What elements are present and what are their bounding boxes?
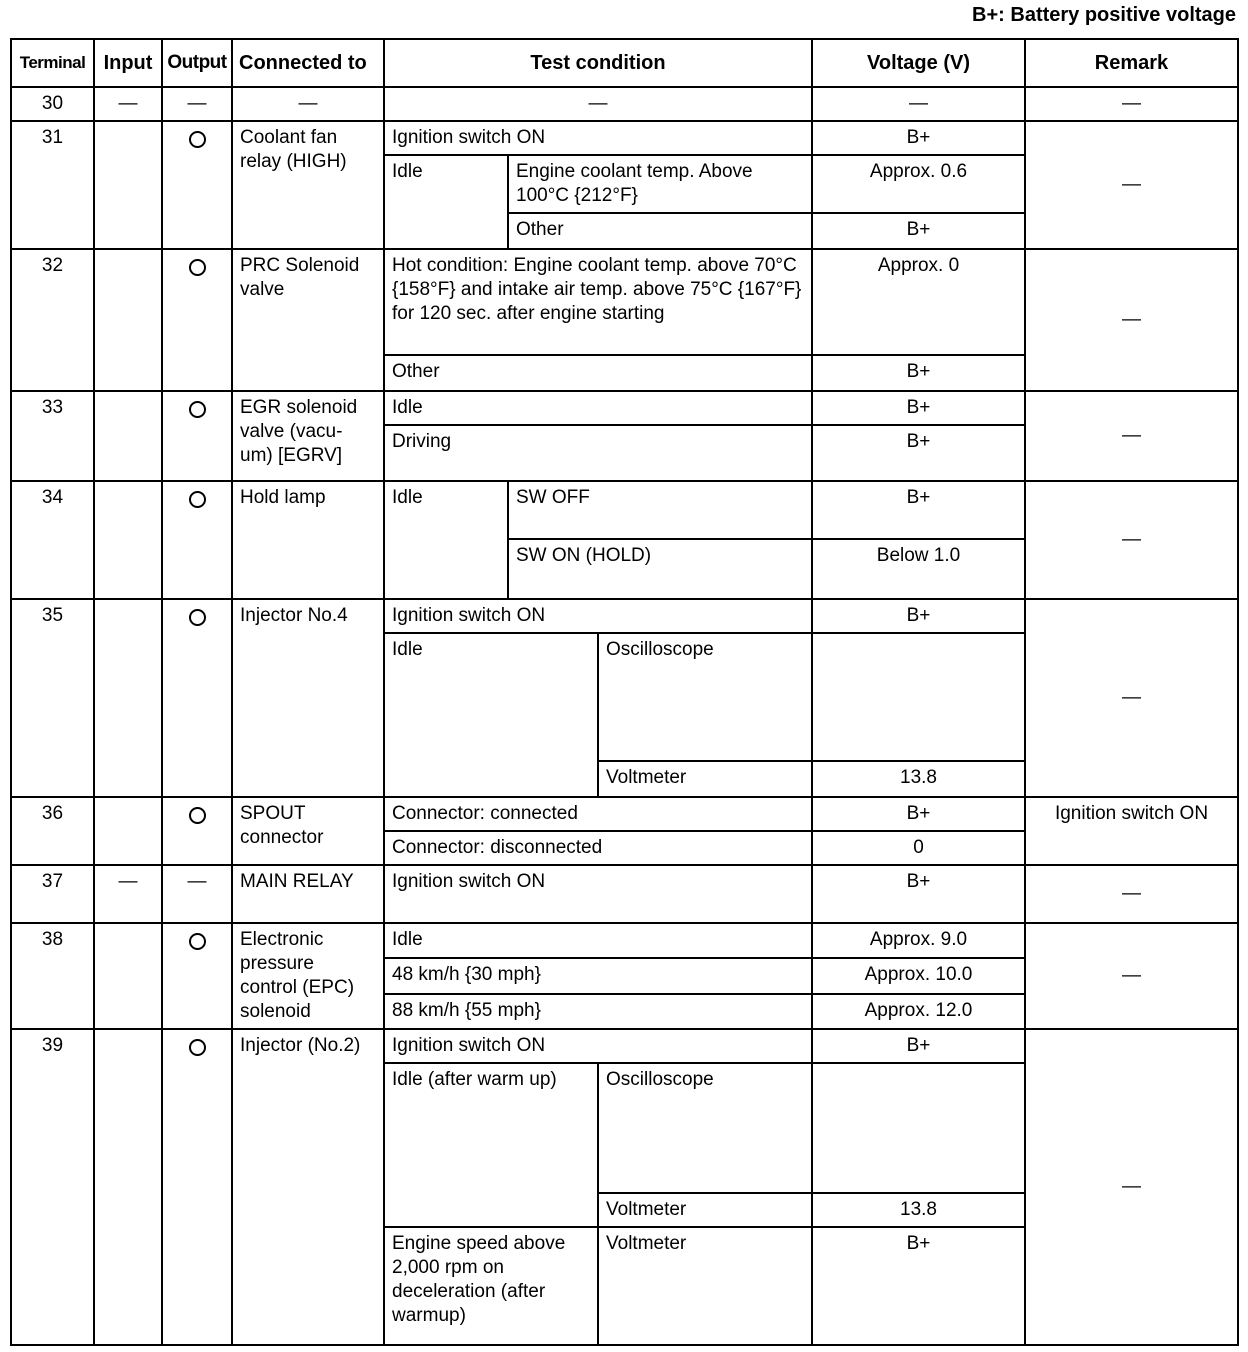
dash: — (384, 87, 812, 121)
dash: — (162, 87, 232, 121)
voltage-cell: B+ (812, 391, 1025, 425)
connected-cell: Coolant fan relay (HIGH) (232, 121, 384, 249)
output-cell (162, 391, 232, 481)
voltage-cell: 0 (812, 831, 1025, 865)
terminal-cell: 31 (11, 121, 94, 249)
condition-cell: Idle (384, 923, 812, 958)
table-row (11, 87, 1238, 121)
output-circle-icon (189, 401, 206, 418)
connected-cell: Hold lamp (232, 481, 384, 599)
remark-cell: — (1025, 249, 1238, 391)
input-cell (94, 1029, 162, 1345)
header-connected-to: Connected to (232, 39, 384, 87)
terminal-cell: 38 (11, 923, 94, 1029)
connected-cell: Electronic pressure control (EPC) solenoid (232, 923, 384, 1029)
remark-cell: — (1025, 391, 1238, 481)
header-voltage: Voltage (V) (812, 39, 1025, 87)
table-row (11, 481, 1238, 539)
connected-cell: Injector No.4 (232, 599, 384, 797)
voltage-cell: B+ (812, 599, 1025, 633)
subcondition-cell: SW OFF (508, 481, 812, 539)
output-circle-icon (189, 807, 206, 824)
voltage-cell: B+ (812, 213, 1025, 249)
subcondition-cell: Other (508, 213, 812, 249)
condition-cell: Connector: disconnected (384, 831, 812, 865)
voltage-cell: B+ (812, 1029, 1025, 1063)
output-circle-icon (189, 609, 206, 626)
input-cell (94, 599, 162, 797)
output-circle-icon (189, 259, 206, 276)
header-remark: Remark (1025, 39, 1238, 87)
input-cell (94, 391, 162, 481)
subcondition-cell: Oscilloscope (598, 633, 812, 761)
condition-cell: Ignition switch ON (384, 865, 812, 923)
table-row (11, 865, 1238, 923)
terminal-cell: 33 (11, 391, 94, 481)
subcondition-cell: Voltmeter (598, 1193, 812, 1227)
condition-cell: Idle (384, 481, 508, 599)
condition-cell: Idle (384, 391, 812, 425)
output-cell (162, 481, 232, 599)
condition-cell: Idle (384, 155, 508, 249)
voltage-cell: Approx. 0 (812, 249, 1025, 355)
remark-cell: Ignition switch ON (1025, 797, 1238, 865)
voltage-cell: B+ (812, 481, 1025, 539)
subcondition-cell: Oscilloscope (598, 1063, 812, 1193)
voltage-cell: B+ (812, 797, 1025, 831)
output-cell (162, 249, 232, 391)
header-output: Output (162, 39, 232, 87)
condition-cell: Ignition switch ON (384, 1029, 812, 1063)
voltage-cell: Approx. 10.0 (812, 958, 1025, 993)
header-test-condition: Test condition (384, 39, 812, 87)
remark-cell: — (1025, 865, 1238, 923)
table-row (11, 249, 1238, 355)
dash: — (232, 87, 384, 121)
remark-cell: — (1025, 599, 1238, 797)
terminal-cell: 34 (11, 481, 94, 599)
condition-cell: Engine speed above 2,000 rpm on deceleration (after warmup) (384, 1227, 598, 1345)
input-cell (94, 481, 162, 599)
voltage-cell (812, 633, 1025, 761)
dash: — (1025, 87, 1238, 121)
condition-cell: Hot condition: Engine coolant temp. above 70°C {158°F} and intake air temp. above 75°C {167°F} for 120 sec. after engine starting (384, 249, 812, 355)
subcondition-cell: Engine coolant temp. Above 100°C {212°F} (508, 155, 812, 213)
output-cell (162, 797, 232, 865)
terminal-cell: 32 (11, 249, 94, 391)
table-row (11, 391, 1238, 425)
connected-cell: EGR solenoid valve (vacu- um) [EGRV] (232, 391, 384, 481)
voltage-cell: Below 1.0 (812, 539, 1025, 599)
voltage-cell: 13.8 (812, 761, 1025, 797)
output-circle-icon (189, 1039, 206, 1056)
header-input: Input (94, 39, 162, 87)
voltage-cell: Approx. 0.6 (812, 155, 1025, 213)
header-terminal: Terminal (11, 39, 94, 87)
connected-cell: Injector (No.2) (232, 1029, 384, 1345)
remark-cell: — (1025, 481, 1238, 599)
output-cell (162, 923, 232, 1029)
legend-note: B+: Battery positive voltage (972, 4, 1236, 26)
condition-cell: Other (384, 355, 812, 391)
remark-cell: — (1025, 121, 1238, 249)
connected-cell: SPOUT connector (232, 797, 384, 865)
subcondition-cell: Voltmeter (598, 761, 812, 797)
output-circle-icon (189, 933, 206, 950)
terminal-cell: 30 (11, 87, 94, 121)
voltage-cell: B+ (812, 121, 1025, 155)
voltage-cell: B+ (812, 355, 1025, 391)
terminal-cell: 39 (11, 1029, 94, 1345)
output-circle-icon (189, 131, 206, 148)
subcondition-cell: Voltmeter (598, 1227, 812, 1345)
condition-cell: Connector: connected (384, 797, 812, 831)
voltage-cell: B+ (812, 1227, 1025, 1345)
connected-cell: PRC Solenoid valve (232, 249, 384, 391)
voltage-cell: Approx. 12.0 (812, 994, 1025, 1029)
output-cell (162, 121, 232, 249)
input-cell (94, 797, 162, 865)
terminal-voltage-table (10, 38, 1239, 1346)
condition-cell: Ignition switch ON (384, 599, 812, 633)
output-cell (162, 599, 232, 797)
voltage-cell: 13.8 (812, 1193, 1025, 1227)
remark-cell: — (1025, 1029, 1238, 1345)
terminal-cell: 36 (11, 797, 94, 865)
voltage-cell: Approx. 9.0 (812, 923, 1025, 958)
condition-cell: Ignition switch ON (384, 121, 812, 155)
header-row (11, 39, 1238, 87)
condition-cell: Idle (384, 633, 598, 797)
input-cell (94, 121, 162, 249)
table-row (11, 121, 1238, 155)
table-row (11, 1029, 1238, 1063)
condition-cell: 88 km/h {55 mph} (384, 994, 812, 1029)
connected-cell: MAIN RELAY (232, 865, 384, 923)
dash: — (812, 87, 1025, 121)
input-cell (94, 923, 162, 1029)
condition-cell: Idle (after warm up) (384, 1063, 598, 1227)
table-row (11, 599, 1238, 633)
remark-cell: — (1025, 923, 1238, 1029)
terminal-cell: 35 (11, 599, 94, 797)
table-row (11, 797, 1238, 831)
condition-cell: Driving (384, 425, 812, 481)
output-circle-icon (189, 491, 206, 508)
table-row (11, 923, 1238, 958)
dash: — (94, 87, 162, 121)
dash: — (94, 865, 162, 923)
voltage-cell: B+ (812, 425, 1025, 481)
output-cell (162, 1029, 232, 1345)
dash: — (162, 865, 232, 923)
input-cell (94, 249, 162, 391)
terminal-cell: 37 (11, 865, 94, 923)
condition-cell: 48 km/h {30 mph} (384, 958, 812, 993)
voltage-cell (812, 1063, 1025, 1193)
voltage-cell: B+ (812, 865, 1025, 923)
subcondition-cell: SW ON (HOLD) (508, 539, 812, 599)
